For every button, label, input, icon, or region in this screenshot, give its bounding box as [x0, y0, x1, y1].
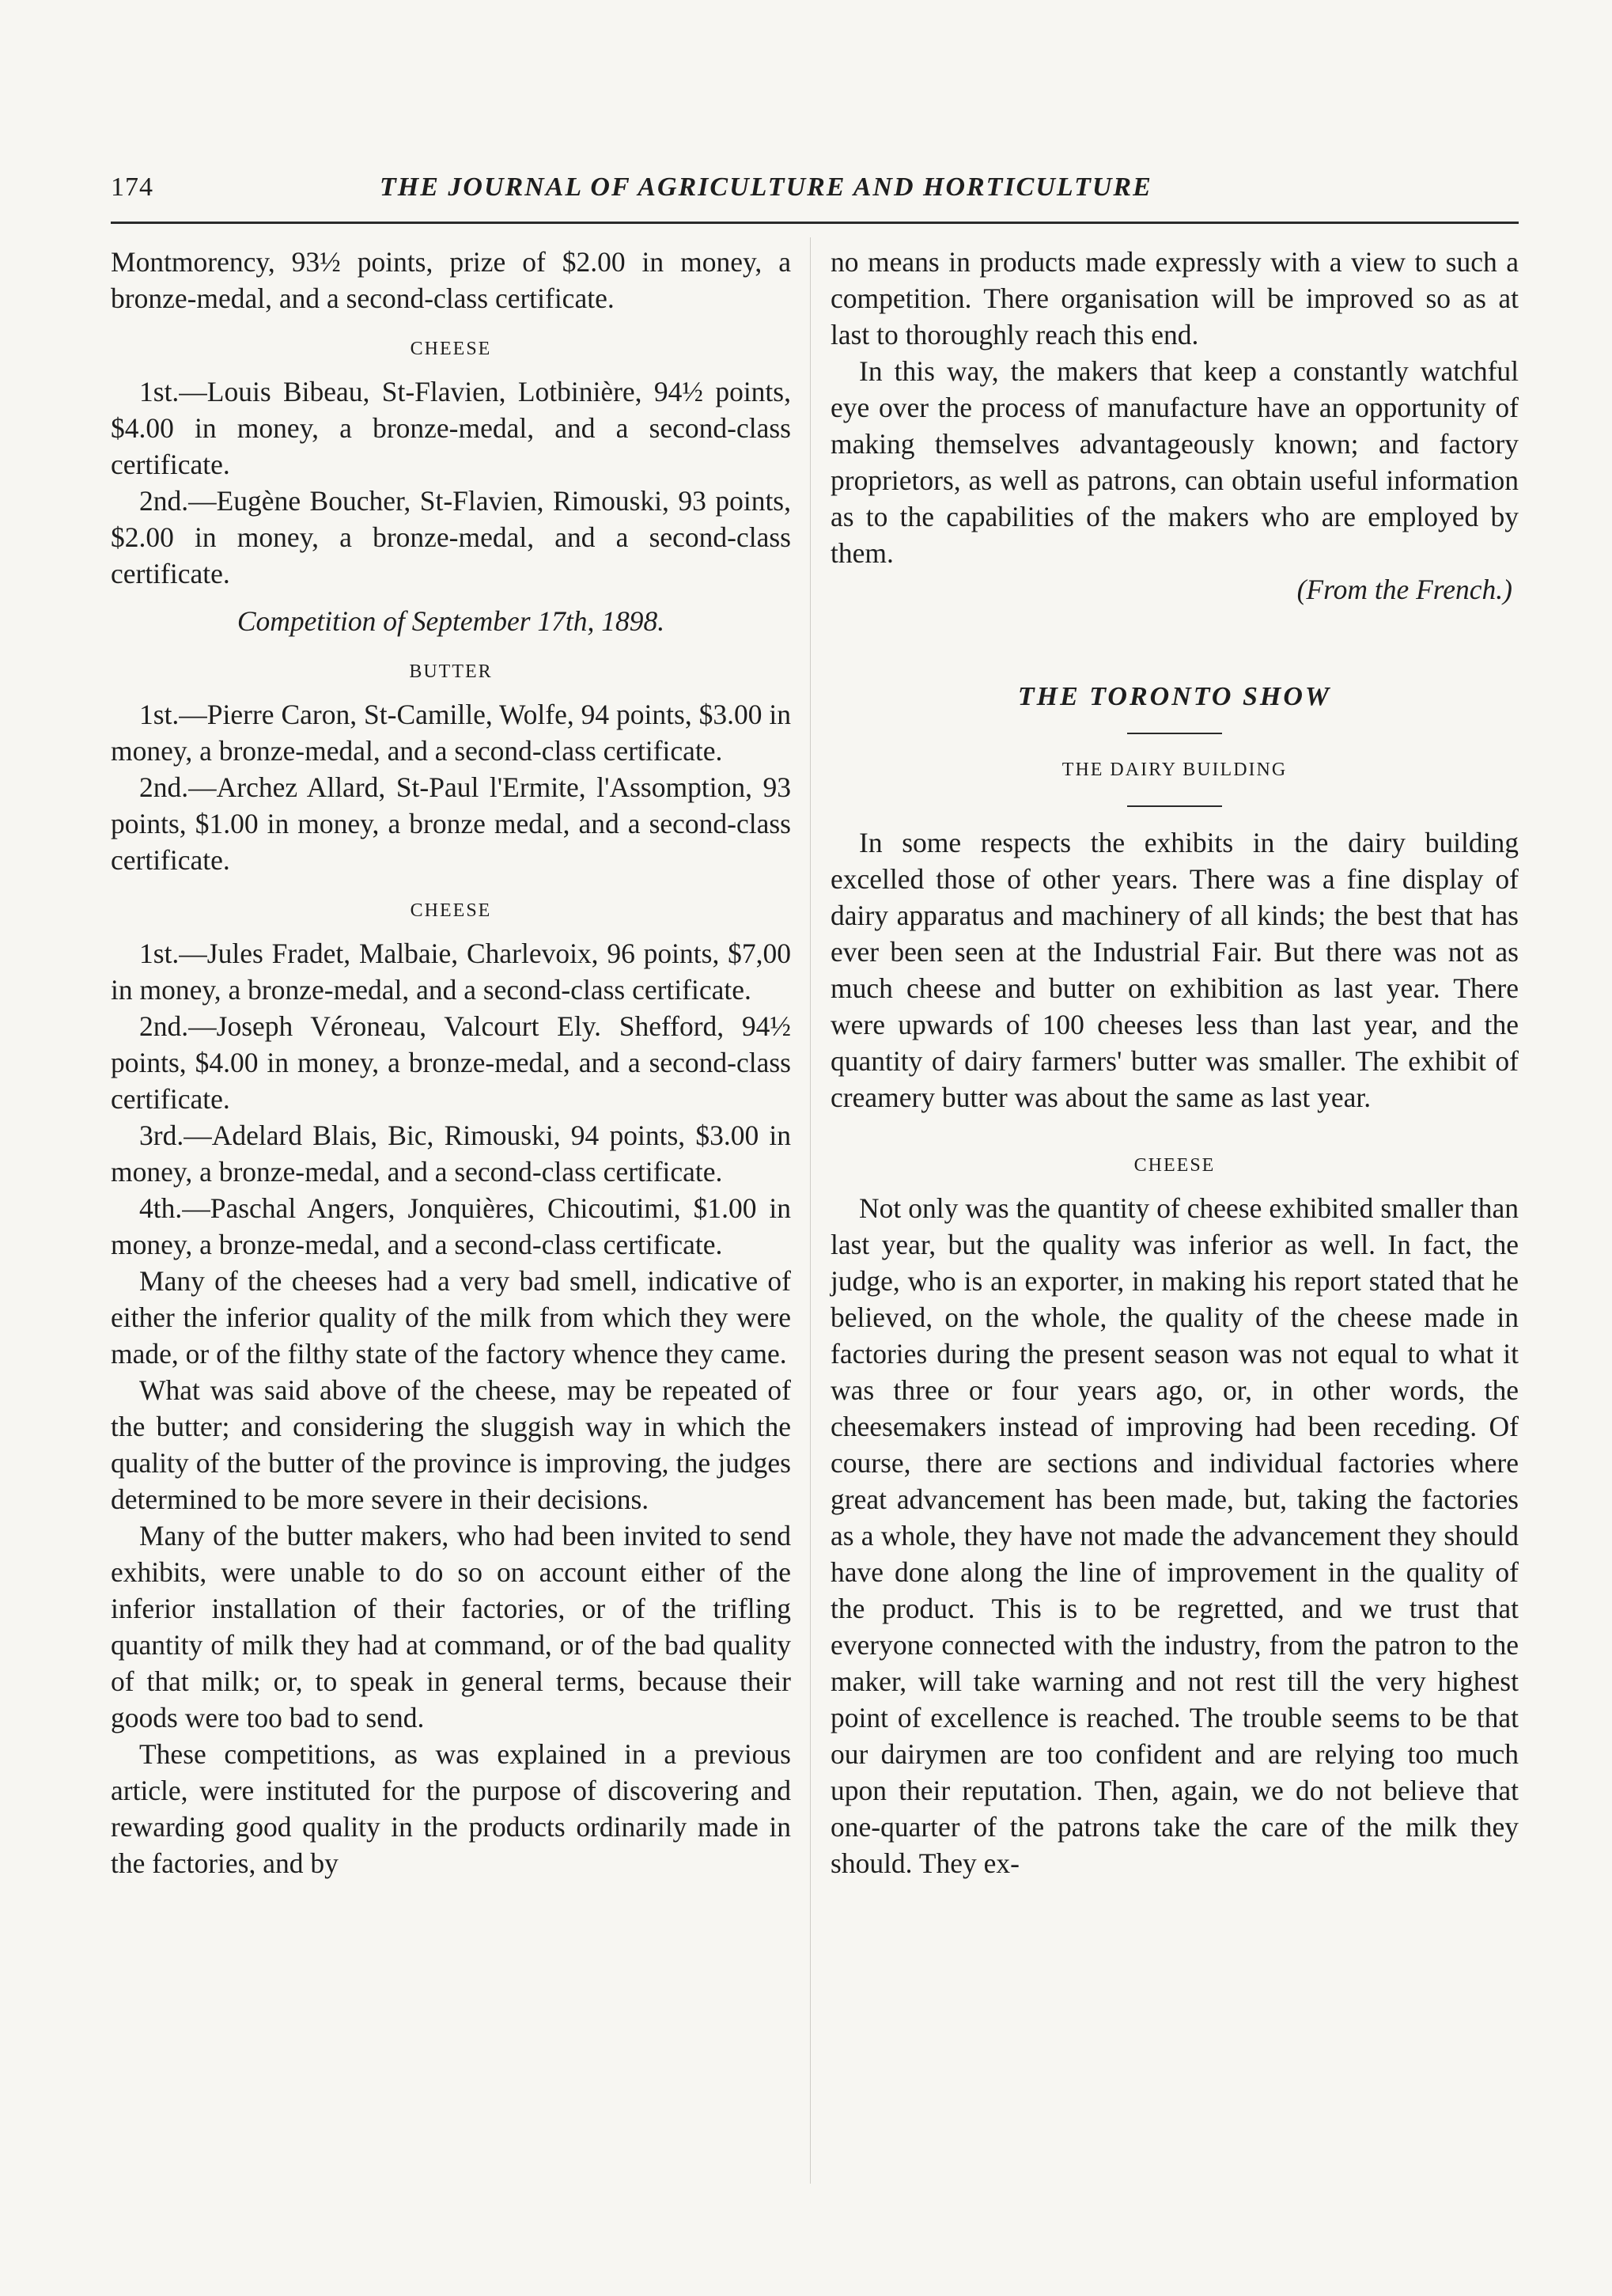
- paragraph-caron: 1st.—Pierre Caron, St-Camille, Wolfe, 94 points, $3.00 in money, a bronze-medal, and a second-class certificate.: [111, 699, 791, 767]
- paragraph-angers: 4th.—Paschal Angers, Jonquières, Chicoutimi, $1.00 in money, a bronze-medal, and a second-class certificate.: [111, 1192, 791, 1260]
- paragraph-butter-makers: Many of the butter makers, who had been invited to send exhibits, were unable to do so on account either of the inferior installation of their factories, or of the trifling quantity of milk they had at command, or of the bad quality of that milk; or, to speak in general terms, because their goods were too bad to send.: [111, 1520, 791, 1733]
- page-header: [111, 172, 1519, 220]
- right-column: [831, 244, 1519, 1881]
- paragraph-continuation: no means in products made expressly with a view to such a competition. There organisation will be improved so as at last to thoroughly reach this end.: [831, 246, 1519, 350]
- competition-date: Competition of September 17th, 1898.: [237, 605, 665, 637]
- article-subtitle: THE DAIRY BUILDING: [1061, 760, 1288, 780]
- section-heading-cheese: CHEESE: [410, 900, 492, 921]
- paragraph-montmorency: Montmorency, 93½ points, prize of $2.00 in money, a bronze-medal, and a second-class certificate.: [111, 246, 791, 314]
- paragraph-quality: Not only was the quantity of cheese exhibited smaller than last year, but the quality was inferior as well. In fact, the judge, who is an exporter, in making his report stated that he believed, on the whole, the quality of the cheese made in factories during the present season was not equal to what it was three or four years ago, or, in other words, the cheesemakers instead of improving had been receding. Of course, there are sections and individual factories where great advancement has been made, but, taking the factories as a whole, they have not made the advancement they should have done along the line of improvement in the quality of the product. This is to be regretted, and we trust that everyone connected with the industry, from the patron to the maker, will take warning and not rest till the very highest point of excellence is reached. The trouble seems to be that our dairymen are too confident and are relying too much upon their reputation. Then, again, we do not believe that one-quarter of the patrons take the care of the milk they should. They ex-: [831, 1192, 1519, 1879]
- title-rule: [1127, 733, 1222, 734]
- paragraph-fradet: 1st.—Jules Fradet, Malbaie, Charlevoix, 96 points, $7,00 in money, a bronze-medal, and a second-class certificate.: [111, 938, 791, 1006]
- section-heading-cheese: CHEESE: [410, 339, 492, 359]
- header-rule: [111, 222, 1519, 224]
- subtitle-rule: [1127, 805, 1222, 807]
- paragraph-bibeau: 1st.—Louis Bibeau, St-Flavien, Lotbinière, 94½ points, $4.00 in money, a bronze-medal, and a second-class certificate.: [111, 376, 791, 480]
- paragraph-butter: What was said above of the cheese, may be repeated of the butter; and considering the sluggish way in which the quality of the butter of the province is improving, the judges determined to be more severe in their decisions.: [111, 1374, 791, 1515]
- paragraph-competitions: These competitions, as was explained in a previous article, were instituted for the purpose of discovering and rewarding good quality in the products ordinarily made in the factories, and by: [111, 1738, 791, 1879]
- paragraph-watchful: In this way, the makers that keep a constantly watchful eye over the process of manufacture have an opportunity of making themselves advantageously known; and factory proprietors, as well as patrons, can obtain useful information as to the capabilities of the makers who are employed by them.: [831, 355, 1519, 569]
- section-heading-cheese: CHEESE: [1133, 1155, 1216, 1176]
- column-divider: [810, 237, 811, 2184]
- paragraph-allard: 2nd.—Archez Allard, St-Paul l'Ermite, l'Assomption, 93 points, $1.00 in money, a bronze medal, and a second-class certificate.: [111, 771, 791, 876]
- page-number: 174: [111, 172, 153, 202]
- paragraph-veroneau: 2nd.—Joseph Véroneau, Valcourt Ely. Shefford, 94½ points, $4.00 in money, a bronze-medal, and a second-class certificate.: [111, 1010, 791, 1115]
- paragraph-blais: 3rd.—Adelard Blais, Bic, Rimouski, 94 points, $3.00 in money, a bronze-medal, and a second-class certificate.: [111, 1120, 791, 1188]
- section-heading-butter: BUTTER: [409, 661, 493, 682]
- paragraph-exhibits: In some respects the exhibits in the dairy building excelled those of other years. There was a fine display of dairy apparatus and machinery of all kinds; the best that has ever been seen at the Industrial Fair. But there was not as much cheese and butter on exhibition as last year. There were upwards of 100 cheeses less than last year, and the quantity of dairy farmers' butter was smaller. The exhibit of creamery butter was about the same as last year.: [831, 827, 1519, 1113]
- paragraph-boucher: 2nd.—Eugène Boucher, St-Flavien, Rimouski, 93 points, $2.00 in money, a bronze-medal, and a second-class certificate.: [111, 485, 791, 589]
- paragraph-bad-smell: Many of the cheeses had a very bad smell, indicative of either the inferior quality of the milk from which they were made, or of the filthy state of the factory whence they came.: [111, 1265, 791, 1370]
- attribution: (From the French.): [1296, 574, 1512, 605]
- running-head: THE JOURNAL OF AGRICULTURE AND HORTICULTURE: [380, 172, 1152, 202]
- left-column: [111, 244, 791, 1881]
- article-title: THE TORONTO SHOW: [1017, 682, 1332, 711]
